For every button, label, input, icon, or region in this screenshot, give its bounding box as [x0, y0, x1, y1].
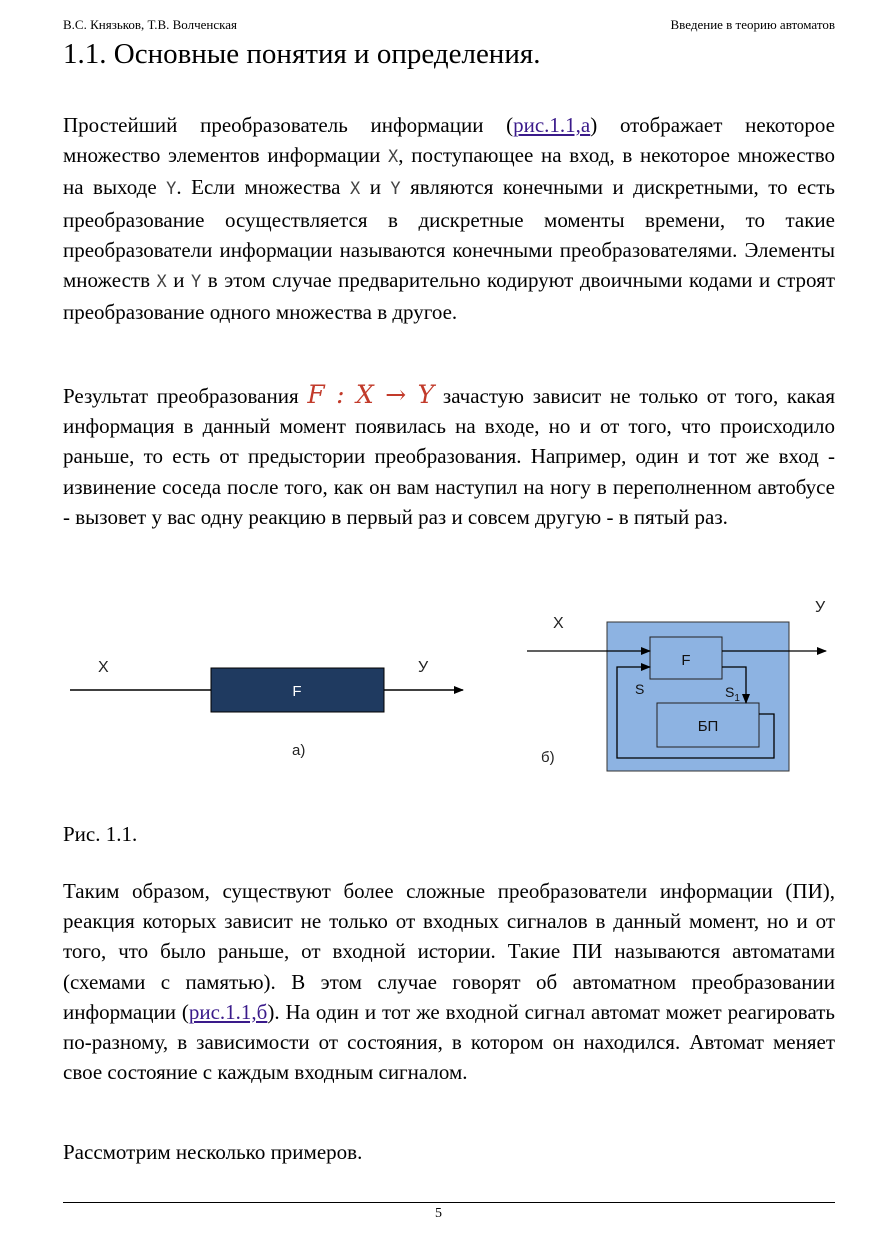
- text: Результат преобразования: [63, 384, 308, 408]
- var-y: Y: [191, 272, 202, 293]
- text: являются конечными и дискретными, то есть преобразование осуществляется в дискретные моменты времени, то такие преобразователи информации называются конечными преобразователями. Элементы множеств: [63, 175, 835, 293]
- paragraph-2: [63, 380, 835, 532]
- formula-f-x-to-y: F : X → Y: [307, 380, 435, 409]
- paragraph-3: [63, 876, 835, 1087]
- text: Таким образом, существуют более сложные преобразователи информации (ПИ), реакция которых зависит не только от входных сигналов в данный момент, но и от того, что было раньше, от входной истории. Такие ПИ называются автоматами (схемами с памятью). В этом случае говорят об автоматном преобразовании информации (: [63, 879, 835, 1024]
- figure-link-a[interactable]: рис.1.1,а: [513, 113, 591, 137]
- text: , поступающее на вход, в некоторое множество на выходе: [63, 143, 835, 200]
- figure-link-b[interactable]: рис.1.1,б: [188, 999, 268, 1024]
- var-x: X: [388, 147, 399, 168]
- s1-label: $S_1$: [725, 684, 740, 704]
- output-label-a: У: [418, 659, 429, 676]
- header-authors: В.С. Князьков, Т.В. Волченская: [63, 17, 238, 32]
- output-label-b: У: [815, 599, 826, 616]
- paragraph-1: [63, 110, 835, 327]
- var-x: X: [349, 179, 361, 200]
- text: и: [166, 268, 192, 293]
- section-title: 1.1. Основные понятия и определения.: [63, 38, 541, 70]
- header-book-title: Введение в теорию автоматов: [670, 17, 835, 32]
- figure-caption: Рис. 1.1.: [63, 822, 138, 846]
- text: . Если множества: [176, 175, 350, 200]
- s-label: S: [635, 681, 645, 697]
- var-x: X: [156, 272, 167, 293]
- input-label-b: X: [553, 615, 564, 632]
- text: ) отображает некоторое множество элементов информации: [63, 113, 835, 168]
- text: и: [360, 175, 391, 200]
- text: в этом случае предварительно кодируют двоичными кодами и строят преобразование одного множества в другое.: [63, 268, 835, 325]
- page-number: 5: [435, 1206, 442, 1221]
- text: зачастую зависит не только от того, какая информация в данный момент появилась на входе, но и от того, что происходило раньше, то есть от предыстории преобразования. Например, один и тот же вход - извинение соседа после того, как он вам наступил на ногу в переполненном автобусе - вызовет у вас одну реакцию в первый раз и совсем другую - в пятый раз.: [63, 384, 835, 529]
- var-y: Y: [390, 179, 401, 200]
- var-y: Y: [166, 179, 177, 200]
- paragraph-4: Рассмотрим несколько примеров.: [63, 1140, 363, 1164]
- figure-a-label: а): [292, 742, 306, 759]
- figure-b: [527, 599, 826, 771]
- input-label-a: X: [98, 659, 109, 676]
- figure-1-1: [0, 590, 877, 790]
- text: Простейший преобразователь информации (: [63, 113, 514, 137]
- footer-rule: [63, 1202, 835, 1203]
- block-bp-label: БП: [697, 718, 719, 735]
- block-f-label-b: F: [681, 652, 691, 669]
- figure-a: [70, 659, 463, 759]
- figure-b-label: б): [541, 749, 555, 766]
- text: ). На один и тот же входной сигнал автомат может реагировать по-разному, в зависимости от состояния, в котором он находился. Автомат меняет свое состояние с каждым входным сигналом.: [63, 999, 835, 1085]
- block-f-label-a: F: [292, 683, 302, 700]
